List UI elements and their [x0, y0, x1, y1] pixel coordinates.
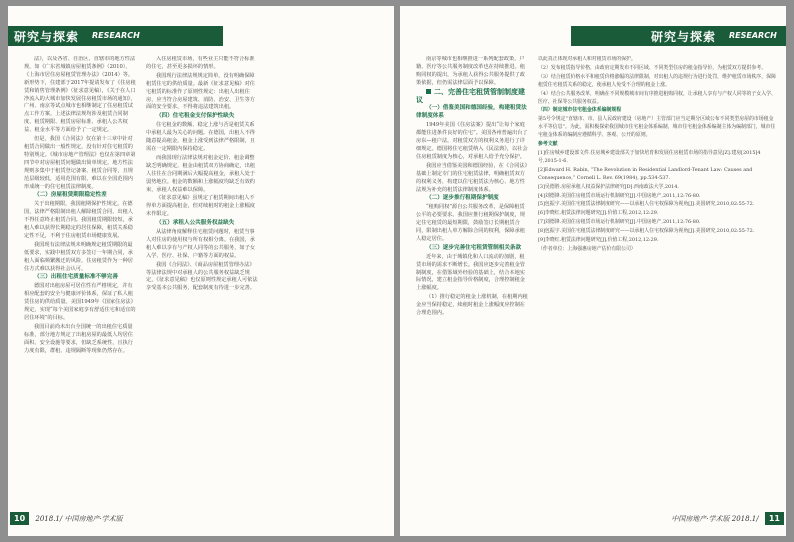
paragraph: 《征求意见稿》虽规定了租赁期间出租人不得单方面提高租金，但对续租时的租金上涨幅度未作限定。 [146, 195, 255, 218]
section-header [571, 26, 786, 46]
paragraph: 我国现有法律法规未明确规定租赁期限的最低要求，实践中租赁双方多签订一年期合同，承租人面临频繁搬迁的风险，住房租赁作为一种居住方式难以获得社会认可。 [24, 241, 133, 272]
paragraph: 德国对出租房屋可居住性有严格规定，并有相应配套的安全与健康评价体系，保证了私人租赁住房的供给质量。美国1949年《国家住房法》规定，实现“每个美国家庭享有舒适住宅和适宜的居住环境”的目标。 [24, 283, 136, 321]
text-column-4 [538, 56, 778, 508]
page-footer [10, 512, 127, 530]
paragraph: 而我国现行法律法规对租金定价、租金调整缺乏明确规定，租金由租赁双方协商确定，出租人往往在合同期满后大幅提高租金，承租人处于弱势地位。租金的数额和上涨幅度均缺乏有效约束，承租人权益难以保障。 [146, 154, 255, 193]
reference-item: （作者单位：上海强惠房地产估价有限公司） [538, 245, 636, 252]
page-footer [667, 512, 784, 530]
text-column-3 [416, 56, 528, 508]
right-page [400, 6, 786, 536]
paragraph: （1）推行稳定的租金上涨机制，在租期内租金应当保持稳定，续租时租金上涨幅度应控制在合理范围内。 [416, 294, 528, 317]
header-title-cn: 研究与探索 [651, 30, 717, 44]
paragraph: 住宅租金的数额、稳定上涨与否是租赁关系中承租人最为关心的问题。在德国，出租人不得随意提高租金，租金上涨受到法律严格限制，且需在一定期限内保持稳定。 [146, 122, 255, 152]
reference-item: [4]刘德锋.美国住房租赁市场运行机制研究[J].中国房地产,2011,12:76-80. [538, 192, 701, 199]
journal-name: 2018.1/ 中国房地产·学术版 [35, 515, 123, 523]
text-column-1 [24, 56, 136, 508]
page-number: 10 [10, 512, 29, 525]
left-page [8, 6, 394, 536]
reference-item: [3]吴德胜.房屋承租人权益保护法律研究[D].西南政法大学,2014. [538, 183, 679, 190]
section-heading: （四）制定城市住宅租金体系编制规程 [538, 107, 622, 114]
section-heading: （四）住宅租金支付保护性缺失 [156, 113, 235, 120]
section-heading: （一）借鉴美国和德国经验，构建租赁法律制度体系 [416, 105, 527, 120]
reference-item: [9]李晓红.租赁法律问题研究[J].价值工程,2012,12:29. [538, 237, 659, 244]
reference-item: [6]李晓红.租赁法律问题研究[J].价值工程,2012,12:29. [538, 210, 659, 217]
paragraph: “租购同权”源自公共服务改革，是保障租赁公平的必要要求。我国应推行租期保护制度，规定住宅租赁的最短期限，鼓励签订长期租赁合同，限制出租人单方解除合同的权利，保障承租人稳定居住。 [416, 204, 525, 242]
paragraph: 我国应当借鉴美国和德国经验，在《合同法》基础上制定专门的住宅租赁法律，明确租赁双方的权利义务，构建以住宅租赁法为核心、地方性法规为补充的租赁法律制度体系。 [416, 162, 528, 193]
section-heading: （二）逐步推行租期保护制度 [426, 195, 499, 202]
reference-item: [2]Edward H. Rabin, “The Revolution in Residential Landlord-Tenant Law: Causes and Consequence,” Cornell L. Rev. 69(1984), pp.534-537. [538, 166, 753, 181]
header-title-en: RESEARCH [92, 31, 140, 40]
paragraph: 南京等城市也相继推进一系列配套政策，户籍、医疗等公共服务制度改革也在持续推进。租购同权的提出，为承租人获得公共服务提供了政策依据，但仍需法律层面予以保障。 [416, 56, 525, 86]
reference-item: [1]住房城乡建设部文件.住房城乡建设部关于加快培育和发展住房租赁市场的指导意见[Z].建房[2015]4号,2015-1-6. [538, 149, 761, 164]
paragraph: 但是，我国《合同法》仅在第十三章中针对租赁合同做出一般性规定，没有针对住宅租赁的特别规定。《城市房地产管理法》也仅在第四章第四节中对房屋租赁问题做出简单规定。地方性法规则多集中于租赁登记备案、租赁合同等，且规范层级较低，适用范围有限，难以在全国范围内形成统一的住宅租赁法律制度。 [24, 136, 136, 190]
section-heading: （五）承租人公共服务权益缺失 [156, 220, 235, 227]
section-heading: 参考文献 [538, 141, 558, 148]
page-number: 11 [765, 512, 784, 525]
paragraph: 法》，以及各省、自治区、直辖市的地方性法规。如《广东省城镇房屋租赁条例》（2010）、《上海市居住房屋租赁管理办法》（2014）等。新形势下，住建部于2017年提请发布了《住房租赁和销售管理条例》（征求意见稿），《关于在人口净流入的大城市加快发展住房租赁市场的通知》，广州、南京等试点城市也相继制定了住房租赁试点工作方案。上述法律法规均涉及租赁合同制度、租赁期限、租赁房屋标准、承租人公共权益、租金水平等方面给予了一定规定。 [24, 56, 136, 134]
paragraph: （2）发布租赁指导价格，由政府定期发布不同区域、不同类型住房的租金指导价，为租赁双方提供参考。 [538, 64, 767, 71]
reference-item: [8]包振宇.美国住宅租赁法律制度研究——以承租人住宅权保障为视角[J].美国研究,2010,02:55-72. [538, 228, 755, 235]
section-heading: （三）出租住宅质量标准不够完善 [34, 274, 118, 281]
journal-name: 中国房地产·学术版 2018.1/ [671, 515, 759, 523]
header-title-en: RESEARCH [729, 31, 777, 40]
paragraph: 入住房租赁市场，有些业主只能不符合标准的住宅，甚至更多损坏的情形。 [146, 56, 255, 70]
paragraph: 从法律角度解释住宅租赁问题时，租赁当事人对住房的使用权与所有权相分离。在我国，承租人难以享有与产权人同等的公共服务，如子女入学、医疗、社保、户籍等方面的权益。 [146, 229, 255, 259]
reference-item: [5]包振宇.美国住宅租赁法律制度研究——以承租人住宅权保障为视角[J].美国研究,2010,02:55-72. [538, 201, 755, 208]
section-heading: （二）房屋租赁期限稳定性差 [34, 192, 107, 199]
paragraph: 1949年美国《住房法案》提出“让每个家庭都能住进条件良好的住宅”。美国各州普遍出台了房东—租户法，对租赁双方的权利义务进行了详细规定。德国将住宅租赁纳入《民法典》，以社会住房租赁制度为核心，对承租人给予充分保护。 [416, 122, 528, 160]
paragraph: 近年来，由于城镇化和人口流动的加剧，租赁市场的需求不断增长。我国应逐步完善租金管制制度，在借鉴域外经验的基础上，结合本地实际情况，建立租金指导价格制度，合理控制租金上涨幅度。 [416, 253, 525, 292]
header-title-cn: 研究与探索 [14, 30, 80, 44]
chapter-heading: 二、完善住宅租赁管制制度建议 [416, 89, 528, 105]
reference-item: [7]刘德锋.美国住房租赁市场运行机制研究[J].中国房地产,2011,12:76-80. [538, 219, 701, 226]
paragraph: 我国现行法律法规规定简单，没有明确保障租赁住宅的供给质量。最新《征求意见稿》对住宅租赁的标准作了原则性规定：出租人出租住房，应当符合房屋建筑、消防、治安、卫生等方面的安全要求，不得将违法建筑出租。 [146, 72, 255, 111]
text-column-2 [146, 56, 258, 508]
paragraph: 我国目前尚未出台全国统一的出租住宅质量标准，部分地方规定了出租房屋的最低人均居住面积、安全设施等要求，但缺乏系统性，且执行力度有限，群租、违规隔断等现象仍然存在。 [24, 323, 133, 354]
paragraph: （3）结合租赁价格水平和租赁价格涨幅的法律限制，对出租人的违规行为进行处罚，维护租赁市场秩序，保障租赁住宅租赁关系的稳定，使承租人免受不合理的租金上涨。 [538, 73, 776, 88]
section-heading: （三）逐步完善住宅租赁管制相关条款 [426, 244, 522, 251]
section-header [8, 26, 223, 46]
paragraph: （4）结合公共服务改革，明确在不同规模城市间有序推进租购同权，让承租人享有与产权人同等的子女入学、医疗、社保等公共服务权益。 [538, 90, 776, 105]
paragraph: 我国《合同法》、《商品房屋租赁管理办法》等法律法规中对承租人的公共服务权益缺乏规定，《征求意见稿》也仅原则性规定承租人可依法享受基本公共服务，配套制度有待进一步完善。 [146, 261, 258, 292]
paragraph: 关于出租期限，我国租期保护性规定。在德国，法律严格限制出租人解除租赁合同，出租人不得任意终止租赁合同。我国租赁期限较短，承租人难以获得长期稳定的居住保障，租赁关系稳定性不足，不利于住房租赁市场健康发展。 [24, 201, 133, 239]
paragraph: 第5号令规定“直辖市、市、县人民政府建设（房地产）主管部门应当定期分区域公布不同类型房屋的市场租金水平等信息”。为此，需积极探索我国城市住宅租金体系编制，城市住宅租金体系编制主体为编制部门，城市住宅租金体系的编制应遵循科学、客观、公开的原则。 [538, 116, 776, 139]
paragraph: 以此真正体现对承租人和对租赁市场的保护。 [538, 56, 636, 62]
